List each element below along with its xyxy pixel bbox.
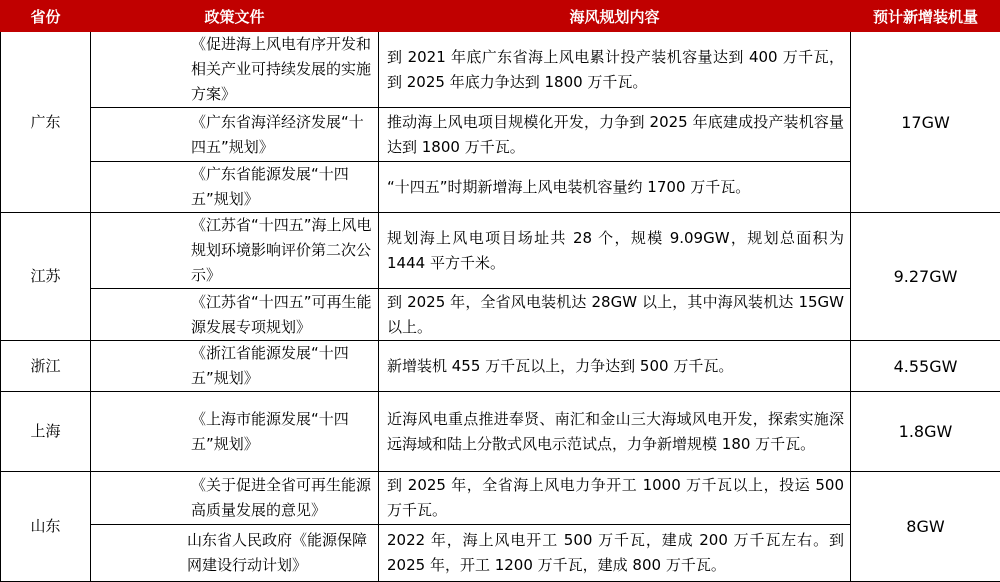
province-cell: 山东 (1, 472, 91, 582)
forecast-cell: 17GW (851, 32, 1000, 213)
plan-cell: 到 2025 年，全省风电装机达 28GW 以上，其中海风装机达 15GW 以上。 (379, 289, 851, 341)
policy-cell: 《广东省能源发展“十四五”规划》 (91, 162, 379, 213)
policy-cell: 《促进海上风电有序开发和相关产业可持续发展的实施方案》 (91, 32, 379, 108)
table-row (1, 392, 1000, 472)
policy-cell: 山东省人民政府《能源保障网建设行动计划》 (91, 525, 379, 582)
header-forecast: 预计新增装机量 (851, 1, 1000, 32)
table-row (1, 108, 1000, 162)
plan-cell: 规划海上风电项目场址共 28 个，规模 9.09GW，规划总面积为 1444 平方千米。 (379, 213, 851, 289)
policy-cell: 《江苏省“十四五”海上风电规划环境影响评价第二次公示》 (91, 213, 379, 289)
province-cell: 广东 (1, 32, 91, 213)
plan-cell: 近海风电重点推进奉贤、南汇和金山三大海域风电开发，探索实施深远海域和陆上分散式风电示范试点，力争新增规模 180 万千瓦。 (379, 392, 851, 472)
forecast-cell: 1.8GW (851, 392, 1000, 472)
forecast-cell: 9.27GW (851, 213, 1000, 341)
table-row (1, 213, 1000, 289)
table-row (1, 472, 1000, 525)
plan-cell: 新增装机 455 万千瓦以上，力争达到 500 万千瓦。 (379, 341, 851, 392)
plan-cell: “十四五”时期新增海上风电装机容量约 1700 万千瓦。 (379, 162, 851, 213)
table-row (1, 32, 1000, 108)
province-cell: 上海 (1, 392, 91, 472)
policy-cell: 《上海市能源发展“十四五”规划》 (91, 392, 379, 472)
policy-cell: 《广东省海洋经济发展“十四五”规划》 (91, 108, 379, 162)
table-row (1, 341, 1000, 392)
forecast-cell: 4.55GW (851, 341, 1000, 392)
policy-cell: 《江苏省“十四五”可再生能源发展专项规划》 (91, 289, 379, 341)
province-cell: 浙江 (1, 341, 91, 392)
province-cell: 江苏 (1, 213, 91, 341)
header-row (1, 1, 1000, 32)
plan-cell: 到 2025 年，全省海上风电力争开工 1000 万千瓦以上，投运 500 万千瓦。 (379, 472, 851, 525)
forecast-cell: 8GW (851, 472, 1000, 582)
policy-cell: 《浙江省能源发展“十四五”规划》 (91, 341, 379, 392)
header-province: 省份 (1, 1, 91, 32)
policy-cell: 《关于促进全省可再生能源高质量发展的意见》 (91, 472, 379, 525)
plan-cell: 到 2021 年底广东省海上风电累计投产装机容量达到 400 万千瓦，到 2025 年底力争达到 1800 万千瓦。 (379, 32, 851, 108)
table-row (1, 525, 1000, 582)
plan-cell: 2022 年，海上风电开工 500 万千瓦，建成 200 万千瓦左右。到 2025 年，开工 1200 万千瓦，建成 800 万千瓦。 (379, 525, 851, 582)
plan-cell: 推动海上风电项目规模化开发，力争到 2025 年底建成投产装机容量达到 1800 万千瓦。 (379, 108, 851, 162)
header-plan: 海风规划内容 (379, 1, 851, 32)
table-row (1, 162, 1000, 213)
table-row (1, 289, 1000, 341)
header-policy: 政策文件 (91, 1, 379, 32)
